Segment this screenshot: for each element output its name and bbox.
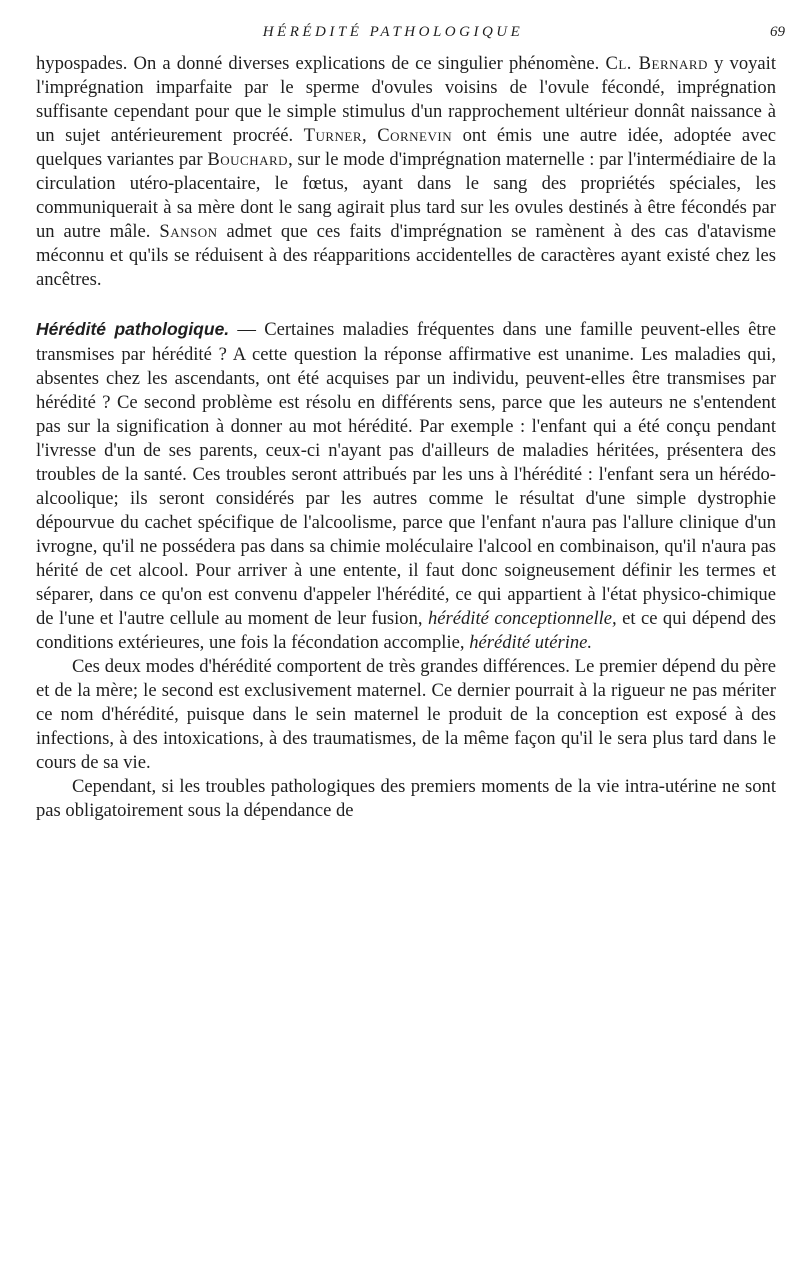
paragraph-deux-modes: Ces deux modes d'hérédité comportent de très grandes différences. Le premier dépend du père et de la mère; le second est exclusivement maternel. Ce dernier pourrait à la rigueur ne pas mériter ce nom d'hérédité, puisque dans le sein maternel le produit de la conception est exposé à des infections, à des intoxications, à des traumatismes, de la même façon qu'il le sera plus tard dans le cours de sa vie. <box>36 656 776 774</box>
text-run: , <box>362 125 378 147</box>
author-name: Cornevin <box>377 125 453 147</box>
italic-term: hérédité utérine. <box>469 632 593 654</box>
running-title: HÉRÉDITÉ PATHOLOGIQUE <box>262 24 524 40</box>
paragraph-heredite-pathologique <box>36 317 776 655</box>
author-name: Turner <box>303 125 363 147</box>
text-run: — Certaines maladies fréquentes dans une famille peuvent-elles être transmises par hérédité ? A cette question la réponse affirmative est unanime. Les maladies qui, absentes chez les ascendants, ont été acquises par un individu, peuvent-elles être transmises par hérédité ? Ce second problème est résolu en différents sens, parce que les auteurs ne s'entendent pas sur la signification à donner au mot hérédité. Par exemple : l'enfant qui a été conçu pendant l'ivresse d'un de ses parents, ceux-ci n'ayant pas d'ailleurs de maladies héritées, présentera des troubles de la santé. Ces troubles seront attribués par les uns à l'hérédité : l'enfant sera un hérédo-alcoolique; ils seront considérés par les autres comme le résultat d'une simple dystrophie dépourvue du cachet spécifique de l'alcoolisme, parce que l'enfant n'aura pas l'allure clinique d'un ivrogne, qu'il ne possédera pas dans sa chimie moléculaire l'alcool en combinaison, qu'il n'aura pas hérité de cet alcool. Pour arriver à une entente, il faut donc soigneusement définir les termes et séparer, dans ce qu'on est convenu d'appeler l'hérédité, ce qui appartient à l'état physico-chimique de l'une et l'autre cellule au moment de leur fusion, <box>36 319 776 630</box>
author-name: Cl. Bernard <box>605 53 708 74</box>
text-run: hypospades. On a donné diverses explications de ce singulier phénomène. <box>36 53 606 74</box>
text-run: admet que ces faits d'imprégnation se ramènent à des cas d'atavisme méconnu et qu'ils se réduisent à des réapparitions accidentelles de caractères ayant existé chez les ancêtres. <box>36 221 776 291</box>
paragraph-imprégnation <box>36 52 776 292</box>
running-head <box>0 20 801 44</box>
text-run: ont émis une autre idée, adoptée avec quelques variantes par <box>36 125 776 171</box>
page-number: 69 <box>770 24 785 40</box>
section-heading: Hérédité pathologique. <box>36 319 230 340</box>
author-name: Bouchard <box>207 149 289 171</box>
italic-term: hérédité conceptionnelle, <box>427 608 617 630</box>
body-text <box>36 52 776 823</box>
text-run: y voyait l'imprégnation imparfaite par le sperme d'ovules voisins de l'ovule fécondé, imprégnation suffisante cependant pour que le simple stimulus d'un rapprochement ultérieur donnât naissance à un sujet antérieurement procréé. <box>36 53 777 147</box>
paragraph-cependant: Cependant, si les troubles pathologiques des premiers moments de la vie intra-utérine ne sont pas obligatoirement sous la dépendance de <box>36 776 776 822</box>
author-name: Sanson <box>159 221 218 243</box>
text-run: et ce qui dépend des conditions extérieures, une fois la fécondation accomplie, <box>36 608 777 654</box>
text-run: , sur le mode d'imprégnation maternelle : par l'intermédiaire de la circulation utéro-placentaire, le fœtus, ayant dans le sang des propriétés spéciales, les communiquerait à sa mère dont le sang agirait plus tard sur les ovules destinés à être fécondés par un autre mâle. <box>36 149 776 243</box>
